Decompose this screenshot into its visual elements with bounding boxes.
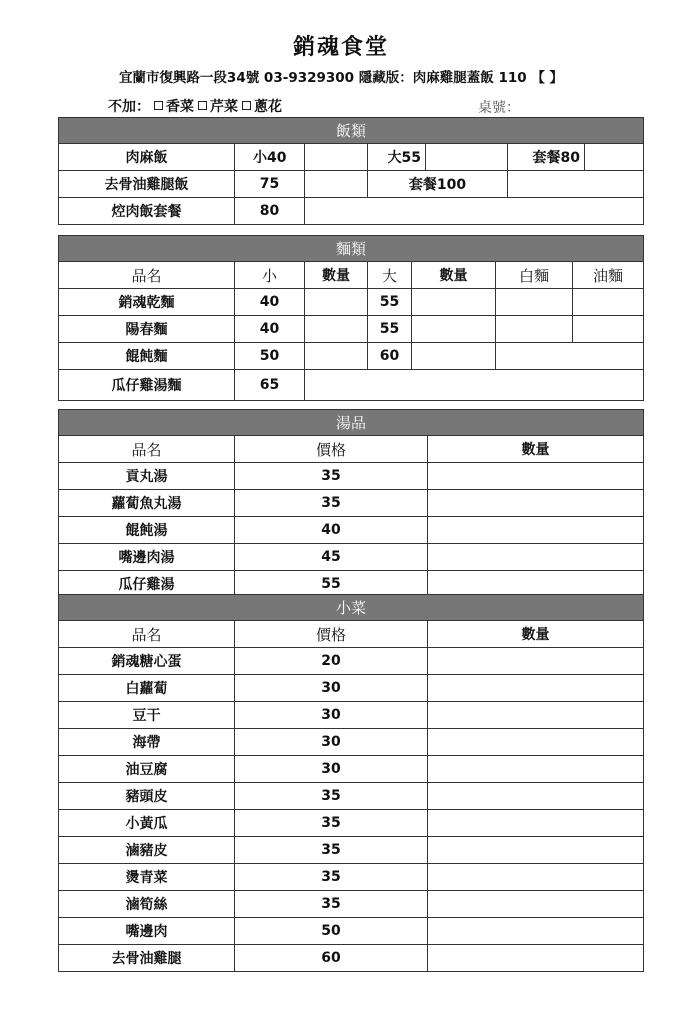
column-header: 品名	[59, 436, 235, 463]
item-name: 貢丸湯	[59, 463, 235, 490]
table-number-label: 桌號：	[478, 100, 520, 116]
table-row	[59, 490, 644, 517]
item-price-small: 50	[235, 343, 305, 370]
page-title: 銷魂食堂	[292, 35, 389, 60]
quantity-cell[interactable]	[305, 198, 644, 225]
item-price: 35	[235, 463, 428, 490]
option-scallion: 蔥花	[254, 99, 282, 115]
quantity-cell[interactable]	[412, 343, 496, 370]
item-price-large: 大55	[368, 144, 426, 171]
table-row	[59, 144, 644, 171]
noodle-header: 麵類	[59, 236, 644, 262]
item-price: 50	[235, 918, 428, 945]
item-price: 45	[235, 544, 428, 571]
quantity-cell[interactable]	[508, 171, 644, 198]
quantity-cell[interactable]	[428, 945, 644, 972]
item-name: 小黃瓜	[59, 810, 235, 837]
store-info: 宜蘭市復興路一段34號 03-9329300 隱藏版：肉麻雞腿蓋飯 110 【 】	[118, 70, 564, 86]
quantity-cell[interactable]	[428, 729, 644, 756]
item-price-small: 65	[235, 370, 305, 401]
item-price-small: 40	[235, 316, 305, 343]
item-name: 去骨油雞腿飯	[59, 171, 235, 198]
option-celery: 芹菜	[210, 99, 238, 115]
rice-table	[58, 117, 644, 225]
quantity-cell[interactable]	[585, 144, 644, 171]
column-header: 數量	[428, 436, 644, 463]
table-row	[59, 864, 644, 891]
item-price: 80	[235, 198, 305, 225]
quantity-cell[interactable]	[305, 343, 368, 370]
white-noodle-cell[interactable]	[496, 289, 573, 316]
item-name: 滷筍絲	[59, 891, 235, 918]
table-row	[59, 945, 644, 972]
item-price: 35	[235, 864, 428, 891]
item-price: 35	[235, 490, 428, 517]
quantity-cell[interactable]	[426, 144, 508, 171]
item-name: 瓜仔雞湯麵	[59, 370, 235, 401]
noodle-type-cell[interactable]	[496, 343, 644, 370]
item-name: 肉麻飯	[59, 144, 235, 171]
item-name: 豬頭皮	[59, 783, 235, 810]
quantity-cell[interactable]	[428, 675, 644, 702]
column-header: 品名	[59, 621, 235, 648]
item-name: 去骨油雞腿	[59, 945, 235, 972]
table-row	[59, 171, 644, 198]
checkbox-celery[interactable]	[198, 101, 207, 110]
noodle-table	[58, 235, 644, 401]
side-dish-header: 小菜	[59, 595, 644, 621]
table-row	[59, 370, 644, 401]
table-row	[59, 343, 644, 370]
table-header-row	[59, 621, 644, 648]
oil-noodle-cell[interactable]	[573, 316, 644, 343]
table-row	[59, 198, 644, 225]
item-name: 白蘿蔔	[59, 675, 235, 702]
item-price-set: 套餐100	[368, 171, 508, 198]
quantity-cell[interactable]	[428, 918, 644, 945]
item-name: 豆干	[59, 702, 235, 729]
table-row	[59, 316, 644, 343]
item-price-small: 40	[235, 289, 305, 316]
item-name: 海帶	[59, 729, 235, 756]
table-row	[59, 675, 644, 702]
checkbox-coriander[interactable]	[154, 101, 163, 110]
table-header-row	[59, 436, 644, 463]
item-name: 餛飩麵	[59, 343, 235, 370]
item-price-large: 60	[368, 343, 412, 370]
item-name: 嘴邊肉	[59, 918, 235, 945]
soup-table	[58, 409, 644, 598]
column-header: 品名	[59, 262, 235, 289]
column-header: 油麵	[573, 262, 644, 289]
quantity-cell[interactable]	[428, 756, 644, 783]
table-row	[59, 810, 644, 837]
item-price-small: 小40	[235, 144, 305, 171]
table-header-row	[59, 262, 644, 289]
item-name: 瓜仔雞湯	[59, 571, 235, 598]
item-price: 30	[235, 702, 428, 729]
item-price: 35	[235, 837, 428, 864]
table-row	[59, 517, 644, 544]
item-name: 嘴邊肉湯	[59, 544, 235, 571]
quantity-cell[interactable]	[305, 316, 368, 343]
item-price: 75	[235, 171, 305, 198]
item-name: 餛飩湯	[59, 517, 235, 544]
item-name: 滷豬皮	[59, 837, 235, 864]
oil-noodle-cell[interactable]	[573, 289, 644, 316]
item-price: 35	[235, 783, 428, 810]
table-row	[59, 702, 644, 729]
column-header: 價格	[235, 436, 428, 463]
item-name: 燙青菜	[59, 864, 235, 891]
table-row	[59, 648, 644, 675]
item-name: 焢肉飯套餐	[59, 198, 235, 225]
checkbox-scallion[interactable]	[242, 101, 251, 110]
exclude-options	[108, 96, 282, 116]
quantity-cell[interactable]	[305, 289, 368, 316]
quantity-cell[interactable]	[412, 289, 496, 316]
table-row	[59, 783, 644, 810]
quantity-cell[interactable]	[428, 891, 644, 918]
item-name: 油豆腐	[59, 756, 235, 783]
item-price-large: 55	[368, 289, 412, 316]
soup-header: 湯品	[59, 410, 644, 436]
column-header: 數量	[305, 262, 368, 289]
item-price: 55	[235, 571, 428, 598]
column-header: 大	[368, 262, 412, 289]
table-row	[59, 756, 644, 783]
item-price-set: 套餐80	[508, 144, 585, 171]
quantity-cell[interactable]	[428, 463, 644, 490]
item-price: 20	[235, 648, 428, 675]
quantity-cell[interactable]	[305, 370, 644, 401]
quantity-cell[interactable]	[428, 864, 644, 891]
white-noodle-cell[interactable]	[496, 316, 573, 343]
rice-header: 飯類	[59, 118, 644, 144]
item-price: 35	[235, 810, 428, 837]
table-row	[59, 837, 644, 864]
quantity-cell[interactable]	[305, 144, 368, 171]
item-name: 銷魂糖心蛋	[59, 648, 235, 675]
quantity-cell[interactable]	[428, 517, 644, 544]
quantity-cell[interactable]	[428, 837, 644, 864]
item-name: 陽春麵	[59, 316, 235, 343]
column-header: 數量	[412, 262, 496, 289]
quantity-cell[interactable]	[428, 544, 644, 571]
quantity-cell[interactable]	[428, 810, 644, 837]
column-header: 數量	[428, 621, 644, 648]
column-header: 白麵	[496, 262, 573, 289]
item-price: 60	[235, 945, 428, 972]
quantity-cell[interactable]	[428, 783, 644, 810]
table-row	[59, 463, 644, 490]
table-row	[59, 289, 644, 316]
item-price: 35	[235, 891, 428, 918]
column-header: 小	[235, 262, 305, 289]
item-name: 蘿蔔魚丸湯	[59, 490, 235, 517]
quantity-cell[interactable]	[412, 316, 496, 343]
table-row	[59, 729, 644, 756]
table-row	[59, 891, 644, 918]
table-row	[59, 544, 644, 571]
item-price: 30	[235, 729, 428, 756]
item-price: 30	[235, 675, 428, 702]
item-price: 40	[235, 517, 428, 544]
option-coriander: 香菜	[166, 99, 194, 115]
item-price-large: 55	[368, 316, 412, 343]
item-name: 銷魂乾麵	[59, 289, 235, 316]
quantity-cell[interactable]	[428, 490, 644, 517]
table-row	[59, 918, 644, 945]
exclude-label: 不加：	[108, 99, 150, 115]
quantity-cell[interactable]	[305, 171, 368, 198]
column-header: 價格	[235, 621, 428, 648]
quantity-cell[interactable]	[428, 648, 644, 675]
side-dish-table	[58, 594, 644, 972]
quantity-cell[interactable]	[428, 702, 644, 729]
item-price: 30	[235, 756, 428, 783]
